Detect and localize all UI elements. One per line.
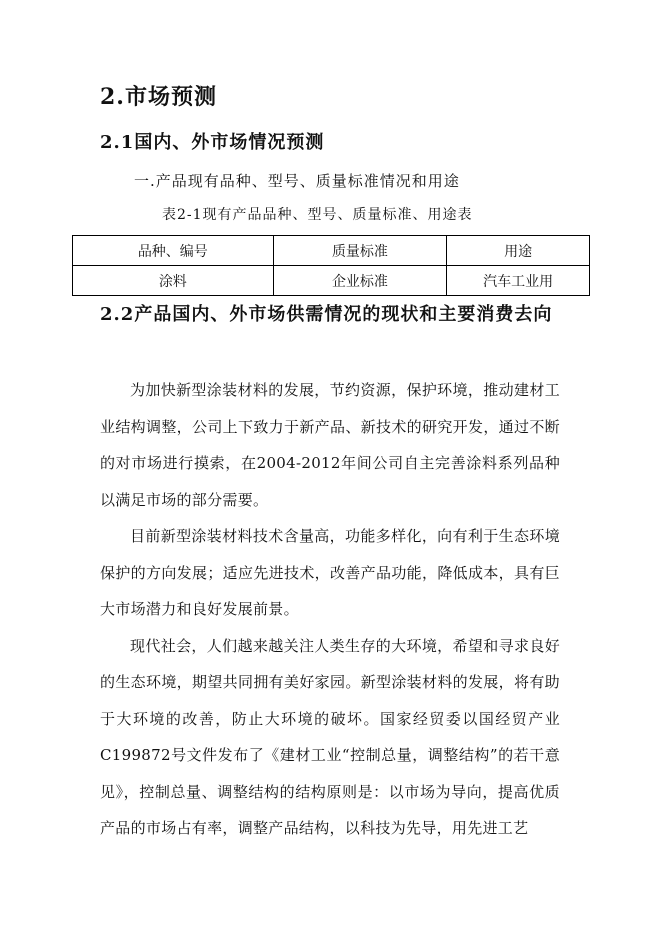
paragraph: 现代社会，人们越来越关注人类生存的大环境，希望和寻求良好的生态环境，期望共同拥有美好家园。新型涂装材料的发展，将有助于大环境的改善，防止大环境的破坏。国家经贸委以国经贸产业C199872号文件发布了《建材工业“控制总量，调整结构”的若干意见》，控制总量、调整结构的结构原则是：以市场为导向，提高优质产品的市场占有率，调整产品结构，以科技为先导，用先进工艺 <box>100 636 560 837</box>
table-header-cell: 品种、编号 <box>73 236 274 266</box>
body-text <box>100 372 560 847</box>
paragraph: 为加快新型涂装材料的发展，节约资源，保护环境，推动建材工业结构调整，公司上下致力于新产品、新技术的研究开发，通过不断的对市场进行摸索，在2004-2012年间公司自主完善涂料系列品种以满足市场的部分需要。 <box>100 381 560 509</box>
chapter-heading: 2.市场预测 <box>100 84 217 110</box>
paragraph: 目前新型涂装材料技术含量高，功能多样化，向有利于生态环境保护的方向发展；适应先进技术，改善产品功能，降低成本，具有巨大市场潜力和良好发展前景。 <box>100 527 560 618</box>
table-cell: 涂料 <box>73 266 274 296</box>
section-heading-2-2: 2.2产品国内、外市场供需情况的现状和主要消费去向 <box>100 304 553 325</box>
table-header-cell: 质量标准 <box>273 236 447 266</box>
table-cell: 汽车工业用 <box>447 266 590 296</box>
table-header-cell: 用途 <box>447 236 590 266</box>
table-row <box>73 266 590 296</box>
section-heading-2-1: 2.1国内、外市场情况预测 <box>100 132 325 153</box>
table-caption: 表2-1现有产品品种、型号、质量标准、用途表 <box>162 207 473 223</box>
table-cell: 企业标准 <box>273 266 447 296</box>
subsection-heading: 一.产品现有品种、型号、质量标准情况和用途 <box>134 172 460 190</box>
product-spec-table <box>72 235 590 296</box>
table-header-row <box>73 236 590 266</box>
